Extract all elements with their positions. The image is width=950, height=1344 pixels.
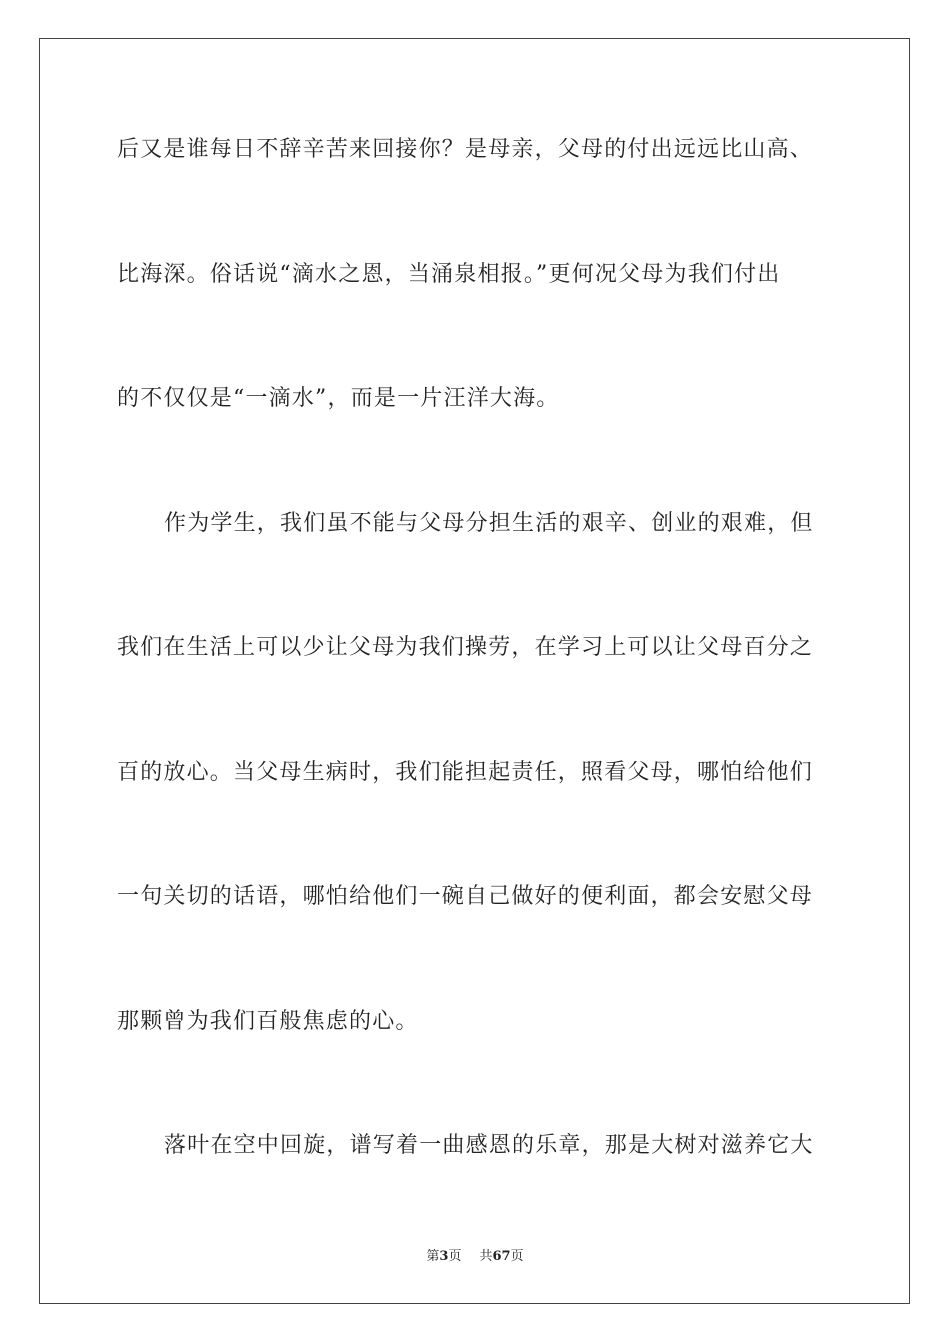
page-suffix: 页 [448, 1249, 462, 1264]
text-line-6: 百的放心。当父母生病时，我们能担起责任，照看父母，哪怕给他们 [117, 760, 814, 785]
total-prefix: 共 [479, 1249, 493, 1264]
text-line-3: 的不仅仅是“一滴水”，而是一片汪洋大海。 [117, 386, 560, 411]
paragraph-start-line-4: 作为学生，我们虽不能与父母分担生活的艰辛、创业的艰难，但 [164, 511, 814, 536]
text-line-1: 后又是谁每日不辞辛苦来回接你？是母亲，父母的付出远远比山高、 [117, 137, 814, 162]
total-pages: 67 [492, 1249, 511, 1264]
text-line-5: 我们在生活上可以少让父母为我们操劳，在学习上可以让父母百分之 [117, 635, 814, 660]
page-footer [0, 1248, 950, 1266]
text-line-2: 比海深。俗话说“滴水之恩，当涌泉相报。”更何况父母为我们付出 [117, 262, 781, 287]
paragraph-start-line-9: 落叶在空中回旋，谱写着一曲感恩的乐章，那是大树对滋养它大 [164, 1133, 814, 1158]
page-number: 3 [439, 1249, 449, 1264]
page-prefix: 第 [426, 1249, 440, 1264]
text-line-8: 那颗曾为我们百般焦虑的心。 [117, 1009, 419, 1034]
page-border [39, 38, 910, 1304]
total-suffix: 页 [510, 1249, 524, 1264]
text-line-7: 一句关切的话语，哪怕给他们一碗自己做好的便利面，都会安慰父母 [117, 884, 814, 909]
